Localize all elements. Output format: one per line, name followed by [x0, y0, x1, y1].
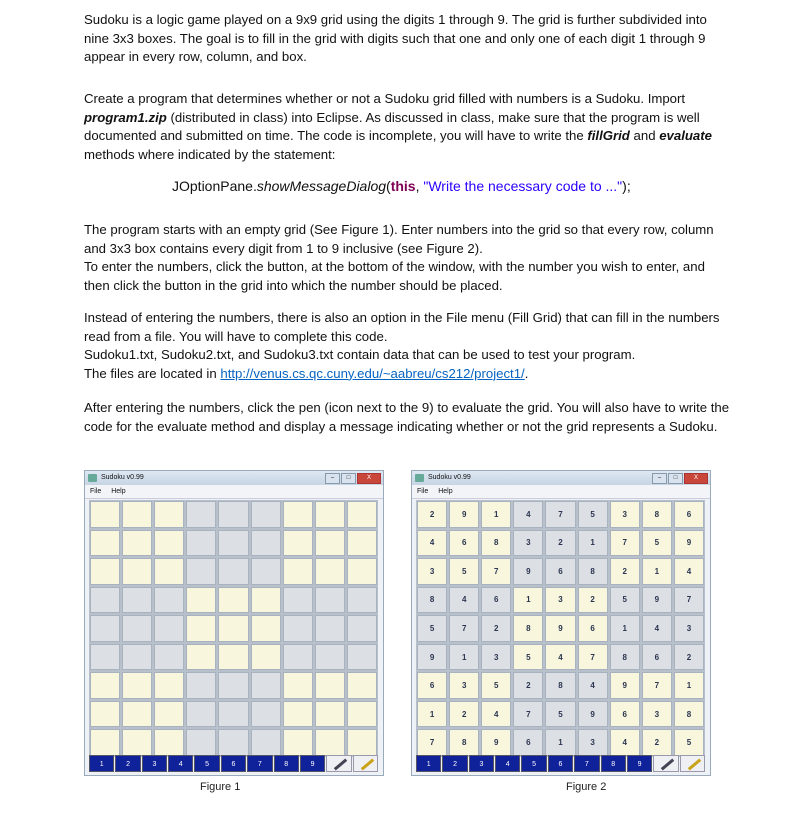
grid-cell[interactable] [122, 530, 152, 557]
grid-cell[interactable]: 6 [417, 672, 447, 699]
grid-cell[interactable]: 7 [642, 672, 672, 699]
close-button[interactable]: X [357, 473, 381, 484]
grid-cell[interactable]: 9 [481, 729, 511, 756]
number-button-8[interactable]: 8 [601, 755, 626, 772]
number-button-2[interactable]: 2 [115, 755, 140, 772]
app-icon [88, 474, 97, 482]
grid-cell[interactable]: 4 [545, 644, 575, 671]
code-open: ( [386, 178, 391, 194]
grid-cell[interactable]: 5 [642, 530, 672, 557]
grid-cell[interactable]: 1 [578, 530, 608, 557]
maximize-button[interactable]: □ [668, 473, 683, 484]
grid-cell[interactable] [186, 729, 216, 756]
number-button-7[interactable]: 7 [247, 755, 272, 772]
grid-cell[interactable] [218, 530, 248, 557]
grid-cell[interactable]: 9 [417, 644, 447, 671]
grid-cell[interactable] [347, 615, 377, 642]
p4-b: Sudoku1.txt, Sudoku2.txt, and Sudoku3.txt contain data that can be used to test your program. [84, 347, 636, 362]
grid-cell[interactable]: 3 [449, 672, 479, 699]
figure2-caption: Figure 2 [566, 781, 607, 793]
sudoku-grid-filled [416, 500, 705, 757]
grid-cell[interactable]: 6 [545, 558, 575, 585]
grid-cell[interactable]: 8 [417, 587, 447, 614]
menu-help[interactable]: Help [111, 488, 126, 495]
figure1-caption: Figure 1 [200, 781, 241, 793]
grid-cell[interactable] [122, 701, 152, 728]
number-button-4[interactable]: 4 [495, 755, 520, 772]
p4-c: The files are located in [84, 365, 221, 381]
grid-cell[interactable]: 2 [417, 501, 447, 528]
grid-cell[interactable]: 5 [481, 672, 511, 699]
grid-cell[interactable] [315, 615, 345, 642]
grid-cell[interactable] [315, 501, 345, 528]
grid-cell[interactable]: 7 [545, 501, 575, 528]
grid-cell[interactable]: 1 [513, 587, 543, 614]
grid-cell[interactable] [122, 729, 152, 756]
grid-cell[interactable] [186, 615, 216, 642]
p2-text-c: and [629, 128, 660, 143]
grid-cell[interactable]: 3 [578, 729, 608, 756]
grid-cell[interactable]: 5 [449, 558, 479, 585]
p4-d: . [524, 365, 529, 381]
p4-c-line [84, 365, 734, 384]
grid-cell[interactable]: 7 [417, 729, 447, 756]
grid-cell[interactable]: 3 [545, 587, 575, 614]
code-statement [172, 178, 631, 194]
grid-cell[interactable]: 1 [642, 558, 672, 585]
grid-cell[interactable]: 3 [642, 701, 672, 728]
grid-cell[interactable] [283, 729, 313, 756]
grid-cell[interactable] [251, 558, 281, 585]
number-button-bar [89, 755, 378, 772]
grid-cell[interactable]: 4 [481, 701, 511, 728]
grid-cell[interactable] [186, 558, 216, 585]
grid-cell[interactable]: 4 [642, 615, 672, 642]
grid-cell[interactable] [251, 701, 281, 728]
grid-cell[interactable] [90, 672, 120, 699]
grid-cell[interactable]: 1 [545, 729, 575, 756]
grid-cell[interactable]: 7 [481, 558, 511, 585]
grid-cell[interactable] [154, 701, 184, 728]
code-string: "Write the necessary code to ..." [423, 178, 623, 194]
grid-cell[interactable] [122, 615, 152, 642]
grid-cell[interactable] [218, 501, 248, 528]
grid-cell[interactable] [283, 501, 313, 528]
menubar [412, 485, 710, 499]
figure1-window [84, 470, 384, 776]
window-title: Sudoku v0.99 [101, 474, 144, 481]
grid-cell[interactable]: 8 [449, 729, 479, 756]
number-button-2[interactable]: 2 [442, 755, 467, 772]
p3-b: To enter the numbers, click the button, at the bottom of the window, with the number you wish to enter, and then click the button in the grid into which the number should be placed. [84, 259, 705, 293]
grid-cell[interactable] [90, 530, 120, 557]
evaluate-method: evaluate [659, 128, 712, 143]
grid-cell[interactable] [122, 558, 152, 585]
number-button-9[interactable]: 9 [300, 755, 325, 772]
grid-cell[interactable] [90, 615, 120, 642]
grid-cell[interactable] [283, 587, 313, 614]
grid-cell[interactable] [251, 530, 281, 557]
grid-cell[interactable]: 8 [610, 644, 640, 671]
menu-file[interactable]: File [90, 488, 102, 495]
grid-cell[interactable] [122, 644, 152, 671]
intro-paragraph: Sudoku is a logic game played on a 9x9 grid using the digits 1 through 9. The grid is further subdivided into nine 3x3 boxes. The goal is to fill in the grid with digits such that one and only one of each digit 1 through 9 appear in every row, column, and box. [84, 12, 707, 64]
number-button-5[interactable]: 5 [521, 755, 546, 772]
grid-cell[interactable] [218, 672, 248, 699]
grid-cell[interactable]: 8 [513, 615, 543, 642]
grid-cell[interactable]: 3 [513, 530, 543, 557]
grid-cell[interactable] [154, 729, 184, 756]
grid-cell[interactable]: 6 [513, 729, 543, 756]
grid-cell[interactable]: 2 [481, 615, 511, 642]
grid-cell[interactable]: 1 [674, 672, 704, 699]
grid-cell[interactable]: 1 [449, 644, 479, 671]
sudoku-grid [89, 500, 378, 757]
grid-cell[interactable] [122, 672, 152, 699]
grid-cell[interactable] [154, 587, 184, 614]
close-button[interactable]: X [684, 473, 708, 484]
grid-cell[interactable]: 9 [610, 672, 640, 699]
grid-cell[interactable]: 3 [610, 501, 640, 528]
grid-cell[interactable]: 5 [545, 701, 575, 728]
grid-cell[interactable]: 2 [642, 729, 672, 756]
minimize-button[interactable]: – [652, 473, 667, 484]
grid-cell[interactable] [315, 558, 345, 585]
grid-cell[interactable]: 6 [674, 501, 704, 528]
grid-cell[interactable] [90, 587, 120, 614]
grid-cell[interactable]: 4 [449, 587, 479, 614]
pen-yellow-icon[interactable] [680, 755, 705, 772]
grid-cell[interactable]: 5 [513, 644, 543, 671]
grid-cell[interactable]: 4 [513, 501, 543, 528]
grid-cell[interactable] [283, 672, 313, 699]
grid-cell[interactable] [347, 530, 377, 557]
number-button-7[interactable]: 7 [574, 755, 599, 772]
p2-text-b: (distributed in class) into Eclipse. As discussed in class, make sure that the program is well documented and submitted on time. The code is incomplete, you will have to write the [84, 109, 700, 143]
grid-cell[interactable] [283, 701, 313, 728]
grid-cell[interactable] [251, 587, 281, 614]
code-keyword: this [390, 178, 416, 194]
grid-cell[interactable] [283, 644, 313, 671]
grid-cell[interactable]: 4 [674, 558, 704, 585]
app-icon [415, 474, 424, 482]
grid-cell[interactable]: 7 [449, 615, 479, 642]
grid-cell[interactable] [154, 501, 184, 528]
pen-icon[interactable] [326, 755, 351, 772]
grid-cell[interactable] [283, 530, 313, 557]
p3-a: The program starts with an empty grid (See Figure 1). Enter numbers into the grid so that every row, column and 3x3 box contains every digit from 1 to 9 inclusive (see Figure 2). [84, 222, 714, 256]
grid-cell[interactable] [122, 587, 152, 614]
grid-cell[interactable]: 2 [610, 558, 640, 585]
grid-cell[interactable]: 7 [513, 701, 543, 728]
grid-cell[interactable]: 1 [481, 501, 511, 528]
window-titlebar [85, 471, 383, 485]
grid-cell[interactable]: 7 [578, 644, 608, 671]
grid-cell[interactable] [90, 558, 120, 585]
grid-cell[interactable]: 1 [610, 615, 640, 642]
fillgrid-method: fillGrid [587, 128, 630, 143]
grid-cell[interactable] [283, 558, 313, 585]
grid-cell[interactable] [90, 729, 120, 756]
grid-cell[interactable] [186, 530, 216, 557]
grid-cell[interactable] [347, 701, 377, 728]
grid-cell[interactable]: 6 [610, 701, 640, 728]
grid-cell[interactable]: 9 [545, 615, 575, 642]
grid-cell[interactable] [251, 672, 281, 699]
zip-filename: program1.zip [84, 109, 167, 125]
grid-cell[interactable]: 9 [513, 558, 543, 585]
number-button-6[interactable]: 6 [548, 755, 573, 772]
grid-cell[interactable]: 2 [449, 701, 479, 728]
grid-cell[interactable]: 4 [610, 729, 640, 756]
grid-cell[interactable] [251, 644, 281, 671]
maximize-button[interactable]: □ [341, 473, 356, 484]
window-controls [325, 473, 381, 484]
number-button-9[interactable]: 9 [627, 755, 652, 772]
number-button-1[interactable]: 1 [89, 755, 114, 772]
grid-cell[interactable]: 4 [417, 530, 447, 557]
grid-cell[interactable] [154, 672, 184, 699]
menu-file[interactable]: File [417, 488, 429, 495]
grid-cell[interactable]: 6 [642, 644, 672, 671]
p4-a: Instead of entering the numbers, there is also an option in the File menu (Fill Grid) that can fill in the numbers read from a file. You will have to complete this code. [84, 310, 720, 344]
grid-cell[interactable] [347, 501, 377, 528]
grid-cell[interactable] [347, 587, 377, 614]
grid-cell[interactable] [186, 672, 216, 699]
code-method: showMessageDialog [256, 178, 387, 194]
menubar [85, 485, 383, 499]
number-button-3[interactable]: 3 [469, 755, 494, 772]
grid-cell[interactable]: 3 [674, 615, 704, 642]
pen-icon[interactable] [653, 755, 678, 772]
grid-cell[interactable]: 3 [481, 644, 511, 671]
code-close: ); [622, 178, 631, 194]
grid-cell[interactable]: 9 [674, 530, 704, 557]
grid-cell[interactable] [218, 644, 248, 671]
minimize-button[interactable]: – [325, 473, 340, 484]
grid-cell[interactable]: 8 [578, 558, 608, 585]
grid-cell[interactable]: 4 [578, 672, 608, 699]
grid-cell[interactable]: 5 [610, 587, 640, 614]
grid-cell[interactable] [218, 701, 248, 728]
grid-cell[interactable] [218, 587, 248, 614]
grid-cell[interactable]: 9 [642, 587, 672, 614]
number-button-8[interactable]: 8 [274, 755, 299, 772]
number-button-6[interactable]: 6 [221, 755, 246, 772]
instructions-paragraph [84, 90, 734, 164]
grid-cell[interactable]: 6 [449, 530, 479, 557]
window-controls [652, 473, 708, 484]
grid-cell[interactable] [154, 615, 184, 642]
grid-cell[interactable] [90, 644, 120, 671]
grid-cell[interactable] [154, 644, 184, 671]
grid-cell[interactable] [154, 558, 184, 585]
grid-cell[interactable]: 9 [449, 501, 479, 528]
grid-cell[interactable] [251, 615, 281, 642]
pen-yellow-icon[interactable] [353, 755, 378, 772]
grid-cell[interactable]: 6 [578, 615, 608, 642]
grid-cell[interactable] [283, 615, 313, 642]
evaluate-paragraph: After entering the numbers, click the pen (icon next to the 9) to evaluate the grid. You will also have to write the code for the evaluate method and display a message indicating whether or not the grid represents a Sudoku. [84, 400, 730, 434]
grid-cell[interactable] [347, 672, 377, 699]
project-link[interactable]: http://venus.cs.qc.cuny.edu/~aabreu/cs212/project1/ [220, 365, 525, 381]
grid-cell[interactable] [186, 587, 216, 614]
grid-cell[interactable]: 2 [578, 587, 608, 614]
grid-cell[interactable]: 5 [578, 501, 608, 528]
window-titlebar [412, 471, 710, 485]
figure2-window [411, 470, 711, 776]
grid-cell[interactable]: 3 [417, 558, 447, 585]
window-title: Sudoku v0.99 [428, 474, 471, 481]
grid-cell[interactable]: 7 [674, 587, 704, 614]
grid-cell[interactable] [347, 558, 377, 585]
grid-cell[interactable] [315, 530, 345, 557]
grid-cell[interactable]: 2 [513, 672, 543, 699]
p2-text-d: methods where indicated by the statement: [84, 146, 336, 162]
grid-cell[interactable]: 8 [642, 501, 672, 528]
grid-cell[interactable] [315, 672, 345, 699]
grid-cell[interactable] [90, 701, 120, 728]
grid-cell[interactable]: 9 [578, 701, 608, 728]
number-button-5[interactable]: 5 [194, 755, 219, 772]
grid-cell[interactable] [315, 644, 345, 671]
number-button-bar [416, 755, 705, 772]
grid-cell[interactable] [122, 501, 152, 528]
grid-cell[interactable] [347, 644, 377, 671]
grid-cell[interactable] [90, 501, 120, 528]
code-pre: JOptionPane. [172, 178, 257, 194]
grid-cell[interactable] [186, 701, 216, 728]
start-paragraph [84, 221, 734, 295]
grid-cell[interactable]: 7 [610, 530, 640, 557]
grid-cell[interactable] [315, 729, 345, 756]
grid-cell[interactable]: 8 [674, 701, 704, 728]
grid-cell[interactable] [186, 644, 216, 671]
grid-cell[interactable] [154, 530, 184, 557]
grid-cell[interactable]: 6 [481, 587, 511, 614]
grid-cell[interactable] [218, 729, 248, 756]
grid-cell[interactable]: 8 [481, 530, 511, 557]
grid-cell[interactable]: 8 [545, 672, 575, 699]
menu-help[interactable]: Help [438, 488, 453, 495]
grid-cell[interactable] [218, 615, 248, 642]
file-menu-paragraph [84, 309, 734, 383]
grid-cell[interactable]: 1 [417, 701, 447, 728]
number-button-3[interactable]: 3 [142, 755, 167, 772]
code-comma: , [415, 178, 424, 194]
grid-cell[interactable]: 5 [417, 615, 447, 642]
grid-cell[interactable]: 2 [545, 530, 575, 557]
number-button-4[interactable]: 4 [168, 755, 193, 772]
grid-cell[interactable] [315, 587, 345, 614]
grid-cell[interactable] [218, 558, 248, 585]
grid-cell[interactable] [186, 501, 216, 528]
p2-text-a: Create a program that determines whether or not a Sudoku grid filled with numbers is a Sudoku. Import [84, 91, 686, 106]
grid-cell[interactable]: 5 [674, 729, 704, 756]
grid-cell[interactable]: 2 [674, 644, 704, 671]
grid-cell[interactable] [347, 729, 377, 756]
grid-cell[interactable] [251, 501, 281, 528]
grid-cell[interactable] [251, 729, 281, 756]
number-button-1[interactable]: 1 [416, 755, 441, 772]
grid-cell[interactable] [315, 701, 345, 728]
